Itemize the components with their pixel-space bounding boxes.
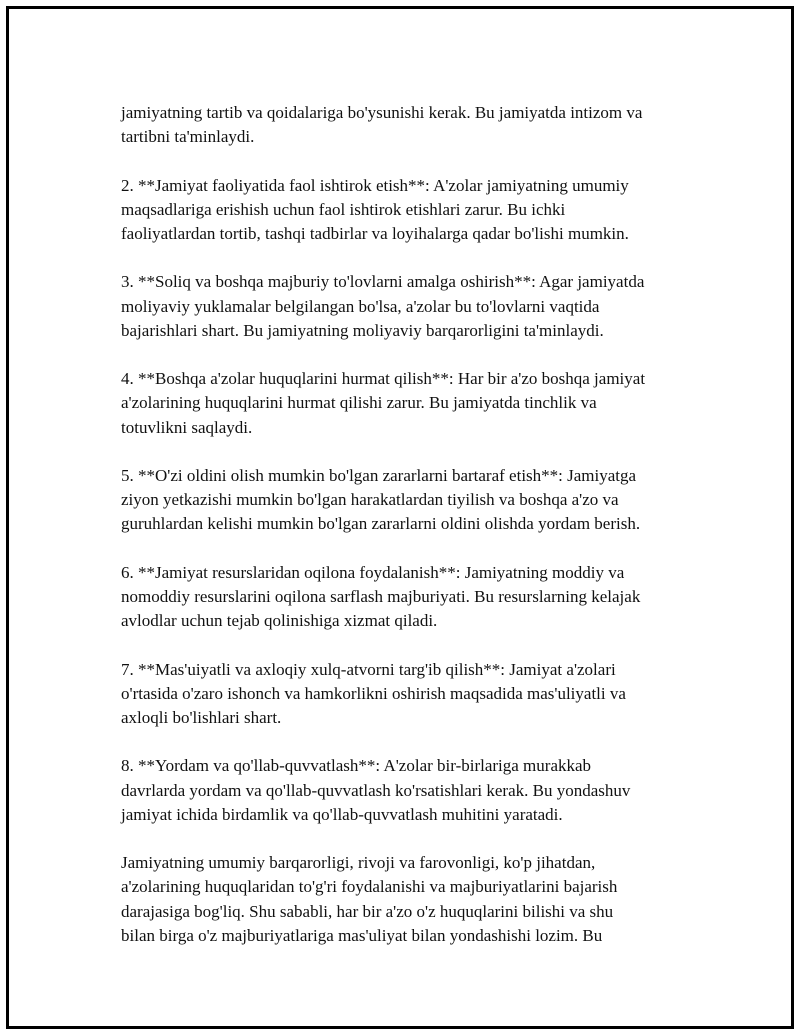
list-item-6 <box>121 561 709 634</box>
text-line: bilan birga o'z majburiyatlariga mas'uliyat bilan yondashishi lozim. Bu <box>121 925 603 945</box>
conclusion-paragraph <box>121 851 709 948</box>
text-line: 5. **O'zi oldini olish mumkin bo'lgan zararlarni bartaraf etish**: Jamiyatga <box>121 465 637 485</box>
text-line: totuvlikni saqlaydi. <box>121 417 253 437</box>
text-line: tartibni ta'minlaydi. <box>121 127 255 147</box>
list-item-2 <box>121 174 709 247</box>
page-frame <box>6 6 794 1029</box>
text-line: 3. **Soliq va boshqa majburiy to'lovlarni amalga oshirish**: Agar jamiyatda <box>121 272 645 292</box>
list-item-3 <box>121 270 709 343</box>
text-line: avlodlar uchun tejab qolinishiga xizmat qiladi. <box>121 611 438 631</box>
text-line: axloqli bo'lishlari shart. <box>121 707 282 727</box>
list-item-8 <box>121 754 709 827</box>
text-line: Jamiyatning umumiy barqarorligi, rivoji va farovonligi, ko'p jihatdan, <box>121 853 596 873</box>
text-line: 6. **Jamiyat resurslaridan oqilona foydalanish**: Jamiyatning moddiy va <box>121 562 625 582</box>
text-line: 7. **Mas'uiyatli va axloqiy xulq-atvorni targ'ib qilish**: Jamiyat a'zolari <box>121 659 616 679</box>
text-line: bajarishlari shart. Bu jamiyatning moliyaviy barqarorligini ta'minlaydi. <box>121 320 604 340</box>
text-line: ziyon yetkazishi mumkin bo'lgan harakatlardan tiyilish va boshqa a'zo va <box>121 490 619 510</box>
paragraph-continuation <box>121 101 709 149</box>
text-line: guruhlardan kelishi mumkin bo'lgan zararlarni oldini olishda yordam berish. <box>121 514 641 534</box>
text-line: 4. **Boshqa a'zolar huquqlarini hurmat qilish**: Har bir a'zo boshqa jamiyat <box>121 369 646 389</box>
list-item-4 <box>121 367 709 440</box>
text-line: darajasiga bog'liq. Shu sababli, har bir a'zo o'z huquqlarini bilishi va shu <box>121 901 614 921</box>
document-body <box>121 101 709 972</box>
text-line: a'zolarining huquqlarini hurmat qilishi zarur. Bu jamiyatda tinchlik va <box>121 393 597 413</box>
text-line: jamiyatning tartib va qoidalariga bo'ysunishi kerak. Bu jamiyatda intizom va <box>121 103 643 122</box>
text-line: nomoddiy resurslarini oqilona sarflash majburiyati. Bu resurslarning kelajak <box>121 586 641 606</box>
list-item-7 <box>121 658 709 731</box>
text-line: a'zolarining huquqlaridan to'g'ri foydalanishi va majburiyatlarini bajarish <box>121 877 618 897</box>
text-line: 8. **Yordam va qo'llab-quvvatlash**: A'zolar bir-birlariga murakkab <box>121 756 592 776</box>
list-item-5 <box>121 464 709 537</box>
text-line: faoliyatlardan tortib, tashqi tadbirlar va loyihalarga qadar bo'lishi mumkin. <box>121 224 629 243</box>
text-line: davrlarda yordam va qo'llab-quvvatlash ko'rsatishlari kerak. Bu yondashuv <box>121 780 631 800</box>
text-line: 2. **Jamiyat faoliyatida faol ishtirok etish**: A'zolar jamiyatning umumiy <box>121 175 629 195</box>
text-line: jamiyat ichida birdamlik va qo'llab-quvvatlash muhitini yaratadi. <box>121 804 563 824</box>
text-line: maqsadlariga erishish uchun faol ishtirok etishlari zarur. Bu ichki <box>121 199 566 219</box>
text-line: o'rtasida o'zaro ishonch va hamkorlikni oshirish maqsadida mas'uliyatli va <box>121 683 626 703</box>
text-line: moliyaviy yuklamalar belgilangan bo'lsa, a'zolar bu to'lovlarni vaqtida <box>121 296 600 316</box>
